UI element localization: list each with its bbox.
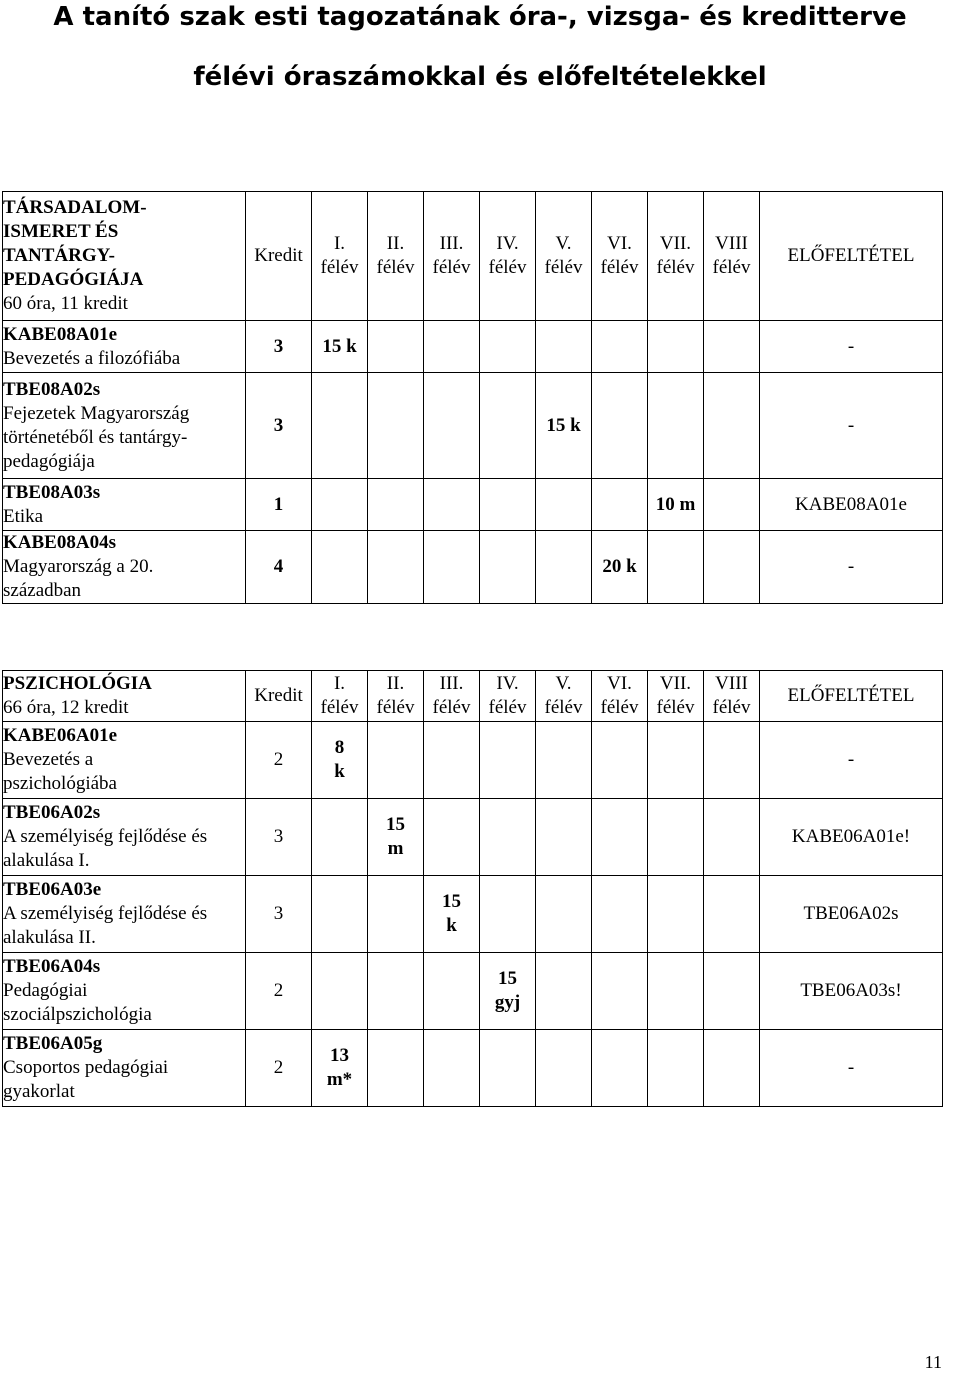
prereq-cell: KABE08A01e (760, 479, 943, 531)
semester-cell (424, 722, 480, 799)
semester-cell (424, 373, 480, 479)
semester-cell (368, 1030, 424, 1107)
hours-line: m (387, 838, 404, 859)
semester-header: IV. félév (480, 192, 536, 321)
table-row (3, 321, 943, 373)
semester-cell (536, 722, 592, 799)
semester-cell (704, 876, 760, 953)
semester-cell (424, 953, 480, 1030)
subject-code: TBE06A02s (3, 802, 101, 823)
semester-cell (312, 876, 368, 953)
subject-name-line: gyakorlat (3, 1081, 75, 1102)
section-heading-cell (3, 671, 246, 722)
prereq-cell: - (760, 722, 943, 799)
subject-name-line: alakulása I. (3, 850, 90, 871)
subject-cell (3, 876, 246, 953)
section-info: 60 óra, 11 kredit (3, 293, 128, 314)
kredit-header: Kredit (246, 192, 312, 321)
semester-cell (592, 722, 648, 799)
subject-code: TBE06A05g (3, 1033, 103, 1054)
table-row (3, 531, 943, 604)
subject-cell (3, 1030, 246, 1107)
subject-name-line: A személyiség fejlődése és (3, 903, 208, 924)
semester-cell (424, 479, 480, 531)
semester-cell (368, 722, 424, 799)
section-heading-cell (3, 192, 246, 321)
semester-cell (648, 1030, 704, 1107)
hours-line: k (446, 915, 457, 936)
prereq-cell: - (760, 321, 943, 373)
prereq-cell: TBE06A02s (760, 876, 943, 953)
table-header-row (3, 671, 943, 722)
semester-cell (368, 876, 424, 953)
section-heading-line: PSZICHOLÓGIA (3, 673, 152, 694)
subject-name-line: Bevezetés a filozófiába (3, 347, 181, 369)
page-title: A tanító szak esti tagozatának óra-, vizsga- és kreditterve (53, 2, 907, 32)
prereq-header: ELŐFELTÉTEL (760, 671, 943, 722)
kredit-cell: 2 (246, 953, 312, 1030)
table-row (3, 953, 943, 1030)
semester-header: VI. félév (592, 192, 648, 321)
kredit-cell: 2 (246, 1030, 312, 1107)
semester-header: I. félév (312, 671, 368, 722)
semester-header: III. félév (424, 192, 480, 321)
prereq-cell: KABE06A01e! (760, 799, 943, 876)
semester-cell (648, 799, 704, 876)
semester-header: VIII félév (704, 671, 760, 722)
semester-cell (648, 321, 704, 373)
kredit-cell: 3 (246, 373, 312, 479)
section-heading-line: TÁRSADALOM- (3, 197, 147, 218)
kredit-header: Kredit (246, 671, 312, 722)
subject-cell (3, 722, 246, 799)
semester-cell (704, 722, 760, 799)
section-heading-line: TANTÁRGY- (3, 245, 115, 266)
hours-line: 15 (442, 891, 461, 912)
semester-cell (704, 1030, 760, 1107)
subject-cell (3, 953, 246, 1030)
semester-cell (648, 531, 704, 604)
subject-name-line: szociálpszichológia (3, 1004, 152, 1025)
semester-cell (480, 953, 536, 1030)
semester-cell (480, 722, 536, 799)
semester-cell (536, 953, 592, 1030)
semester-cell (704, 479, 760, 531)
semester-header: VII. félév (648, 671, 704, 722)
semester-cell (424, 799, 480, 876)
table-row (3, 373, 943, 479)
table-row (3, 1030, 943, 1107)
semester-cell (648, 373, 704, 479)
semester-cell (648, 876, 704, 953)
semester-cell (704, 321, 760, 373)
table-row (3, 799, 943, 876)
semester-cell (368, 373, 424, 479)
subject-name-line: A személyiség fejlődése és (3, 826, 208, 847)
kredit-cell: 1 (246, 479, 312, 531)
table-tarsadalomismeret (2, 191, 943, 604)
prereq-cell: - (760, 1030, 943, 1107)
hours-line: m* (326, 1069, 353, 1090)
semester-cell (648, 722, 704, 799)
semester-cell (480, 1030, 536, 1107)
table-row (3, 722, 943, 799)
semester-cell (312, 799, 368, 876)
table-row (3, 479, 943, 531)
semester-cell (592, 373, 648, 479)
subject-code: KABE08A04s (3, 532, 116, 553)
subject-cell (3, 373, 246, 479)
semester-cell (592, 321, 648, 373)
semester-header: VIII félév (704, 192, 760, 321)
hours-line: gyj (494, 992, 521, 1013)
semester-cell (480, 531, 536, 604)
hours-line: 8 (334, 737, 345, 758)
subject-name-line: Csoportos pedagógiai (3, 1057, 169, 1078)
semester-cell (592, 479, 648, 531)
kredit-cell: 3 (246, 876, 312, 953)
semester-cell (480, 799, 536, 876)
kredit-cell: 3 (246, 321, 312, 373)
hours-line: k (334, 761, 345, 782)
subject-name-line: pedagógiája (3, 450, 95, 472)
semester-cell (368, 799, 424, 876)
semester-cell (368, 531, 424, 604)
semester-cell (424, 876, 480, 953)
semester-header: II. félév (368, 671, 424, 722)
semester-cell (312, 953, 368, 1030)
prereq-cell: - (760, 373, 943, 479)
semester-header: V. félév (536, 671, 592, 722)
semester-cell (480, 321, 536, 373)
kredit-cell: 4 (246, 531, 312, 604)
subject-code: TBE06A04s (3, 956, 101, 977)
semester-cell (536, 321, 592, 373)
semester-cell (648, 953, 704, 1030)
subject-cell (3, 479, 246, 531)
semester-cell: 10 m (648, 479, 704, 531)
semester-header: I. félév (312, 192, 368, 321)
semester-cell (704, 531, 760, 604)
table-header-row (3, 192, 943, 321)
semester-header: IV. félév (480, 671, 536, 722)
table-pszichologia (2, 670, 943, 1107)
semester-cell: 15 k (312, 321, 368, 373)
kredit-cell: 2 (246, 722, 312, 799)
prereq-cell: TBE06A03s! (760, 953, 943, 1030)
section-heading-line: PEDAGÓGIÁJA (3, 269, 144, 290)
semester-header: VII. félév (648, 192, 704, 321)
subject-cell (3, 531, 246, 604)
subject-name-line: alakulása II. (3, 927, 96, 948)
table-row (3, 876, 943, 953)
subject-name-line: században (3, 580, 82, 601)
semester-cell: 20 k (592, 531, 648, 604)
semester-cell (424, 1030, 480, 1107)
semester-cell: 15 k (536, 373, 592, 479)
semester-cell (592, 953, 648, 1030)
section-info: 66 óra, 12 kredit (3, 697, 129, 718)
subject-cell (3, 321, 246, 373)
semester-cell (424, 321, 480, 373)
semester-cell (592, 876, 648, 953)
semester-header: V. félév (536, 192, 592, 321)
hours-line: 13 (330, 1045, 349, 1066)
subject-name-line: Fejezetek Magyarország (3, 402, 190, 424)
subject-code: KABE06A01e (3, 725, 117, 746)
semester-header: III. félév (424, 671, 480, 722)
semester-cell (592, 799, 648, 876)
semester-header: VI. félév (592, 671, 648, 722)
semester-cell (592, 1030, 648, 1107)
semester-cell (704, 799, 760, 876)
hours-line: 15 (386, 814, 405, 835)
semester-cell (480, 876, 536, 953)
subject-code: KABE08A01e (3, 323, 117, 345)
semester-cell (312, 373, 368, 479)
semester-cell (536, 799, 592, 876)
semester-cell (536, 876, 592, 953)
semester-cell (368, 953, 424, 1030)
prereq-header: ELŐFELTÉTEL (760, 192, 943, 321)
subject-name-line: Etika (3, 505, 44, 527)
semester-cell (536, 479, 592, 531)
subject-name-line: Magyarország a 20. (3, 556, 154, 577)
page-subtitle: félévi óraszámokkal és előfeltételekkel (193, 62, 767, 92)
semester-cell (368, 321, 424, 373)
subject-code: TBE06A03e (3, 879, 102, 900)
subject-code: TBE08A02s (3, 378, 101, 400)
semester-cell (704, 373, 760, 479)
semester-cell (368, 479, 424, 531)
semester-cell (480, 479, 536, 531)
prereq-cell: - (760, 531, 943, 604)
section-heading-line: ISMERET ÉS (3, 221, 119, 242)
semester-cell (424, 531, 480, 604)
hours-line: 15 (498, 968, 517, 989)
kredit-cell: 3 (246, 799, 312, 876)
semester-cell (312, 531, 368, 604)
semester-cell (312, 1030, 368, 1107)
semester-cell (312, 722, 368, 799)
subject-name-line: történetéből és tantárgy- (3, 426, 188, 448)
subject-name-line: Bevezetés a (3, 749, 94, 770)
subject-name-line: Pedagógiai (3, 980, 88, 1001)
semester-header: II. félév (368, 192, 424, 321)
semester-cell (312, 479, 368, 531)
semester-cell (536, 1030, 592, 1107)
semester-cell (480, 373, 536, 479)
subject-cell (3, 799, 246, 876)
subject-code: TBE08A03s (3, 481, 101, 503)
subject-name-line: pszichológiába (3, 773, 117, 794)
semester-cell (704, 953, 760, 1030)
page-number: 11 (924, 1352, 942, 1372)
semester-cell (536, 531, 592, 604)
